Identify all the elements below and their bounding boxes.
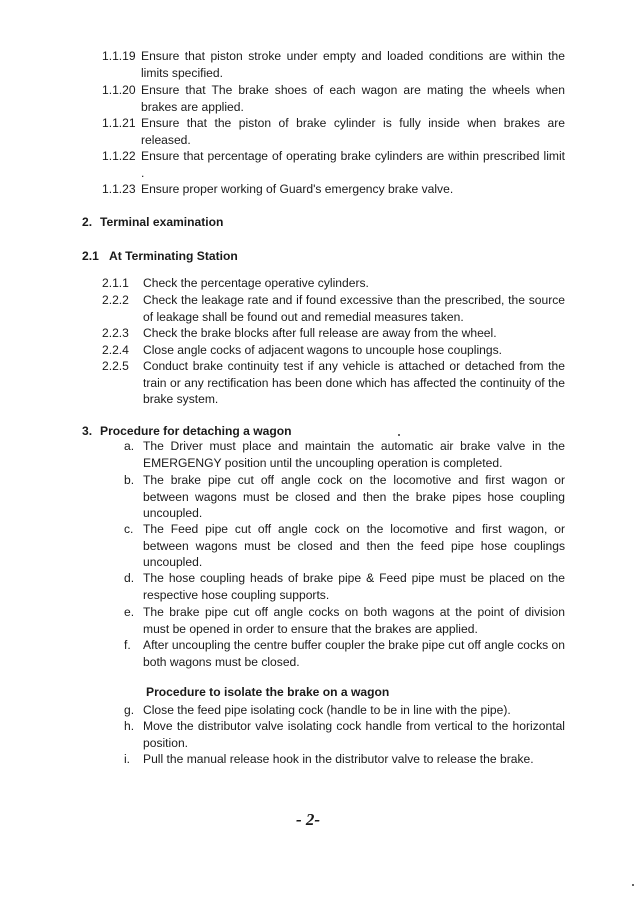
- item-letter: a.: [124, 439, 135, 453]
- section-title: Procedure for detaching a wagon: [100, 424, 292, 438]
- item-number: 1.1.21: [102, 116, 136, 130]
- item-text: The brake pipe cut off angle cocks on both wagons at the point of division must be opened in order to ensure that the brakes are applied.: [143, 605, 565, 636]
- item-number: 2.2.4: [102, 343, 129, 357]
- item-letter: h.: [124, 719, 135, 733]
- item-number: 1.1.22: [102, 149, 136, 163]
- item-number: 2.2.2: [102, 293, 129, 307]
- section-title: Terminal examination: [100, 215, 224, 229]
- item-number: 1.1.20: [102, 83, 136, 97]
- item-letter: c.: [124, 522, 134, 536]
- item-text: The Feed pipe cut off angle cock on the locomotive and first wagon, or between wagons must be closed and then the feed pipe hose couplings uncoupled.: [143, 522, 565, 570]
- item-text: Check the leakage rate and if found excessive than the prescribed, the source of leakage shall be found out and remedial measures taken.: [143, 293, 565, 324]
- item-text: The hose coupling heads of brake pipe & Feed pipe must be placed on the respective hose coupling supports.: [143, 571, 565, 602]
- item-number: 2.2.5: [102, 359, 129, 373]
- section-number: 3.: [82, 424, 93, 438]
- item-number: 1.1.23: [102, 182, 136, 196]
- item-number: 2.2.3: [102, 326, 129, 340]
- stray-mark: [398, 434, 400, 436]
- item-text: Pull the manual release hook in the distributor valve to release the brake.: [143, 752, 534, 766]
- item-text: Ensure proper working of Guard's emergency brake valve.: [141, 182, 454, 196]
- subsection-title: Procedure to isolate the brake on a wagon: [146, 685, 390, 699]
- item-number: 1.1.19: [102, 49, 136, 63]
- stray-mark: [632, 884, 634, 886]
- item-text: Ensure that percentage of operating brake cylinders are within prescribed limit .: [141, 149, 565, 180]
- item-text: The brake pipe cut off angle cock on the locomotive and first wagon or between wagons must be closed and then the brake pipes hose coupling uncoupled.: [143, 473, 565, 521]
- section-number: 2.: [82, 215, 93, 229]
- item-letter: i.: [124, 752, 131, 766]
- item-text: Check the brake blocks after full release are away from the wheel.: [143, 326, 497, 340]
- item-text: Ensure that The brake shoes of each wagon are mating the wheels when brakes are applied.: [141, 83, 565, 114]
- subsection-title: At Terminating Station: [109, 249, 238, 263]
- item-number: 2.1.1: [102, 276, 129, 290]
- item-text: Close the feed pipe isolating cock (handle to be in line with the pipe).: [143, 703, 511, 717]
- item-text: Conduct brake continuity test if any vehicle is attached or detached from the train or any rectification has been done which has affected the continuity of the brake system.: [143, 359, 565, 407]
- item-text: Move the distributor valve isolating cock handle from vertical to the horizontal position.: [143, 719, 565, 750]
- item-text: Ensure that piston stroke under empty and loaded conditions are within the limits specified.: [141, 49, 565, 80]
- item-text: Close angle cocks of adjacent wagons to uncouple hose couplings.: [143, 343, 503, 357]
- item-letter: g.: [124, 703, 135, 717]
- item-letter: b.: [124, 473, 135, 487]
- item-text: The Driver must place and maintain the automatic air brake valve in the EMERGENGY position until the uncoupling operation is completed.: [143, 439, 565, 470]
- subsection-number: 2.1: [82, 249, 99, 263]
- item-letter: d.: [124, 571, 135, 585]
- item-text: After uncoupling the centre buffer coupler the brake pipe cut off angle cocks on both wagons must be closed.: [143, 638, 565, 669]
- item-text: Ensure that the piston of brake cylinder is fully inside when brakes are released.: [141, 116, 565, 147]
- item-letter: f.: [124, 638, 131, 652]
- item-letter: e.: [124, 605, 135, 619]
- item-text: Check the percentage operative cylinders.: [143, 276, 369, 290]
- page-number: - 2-: [296, 810, 321, 829]
